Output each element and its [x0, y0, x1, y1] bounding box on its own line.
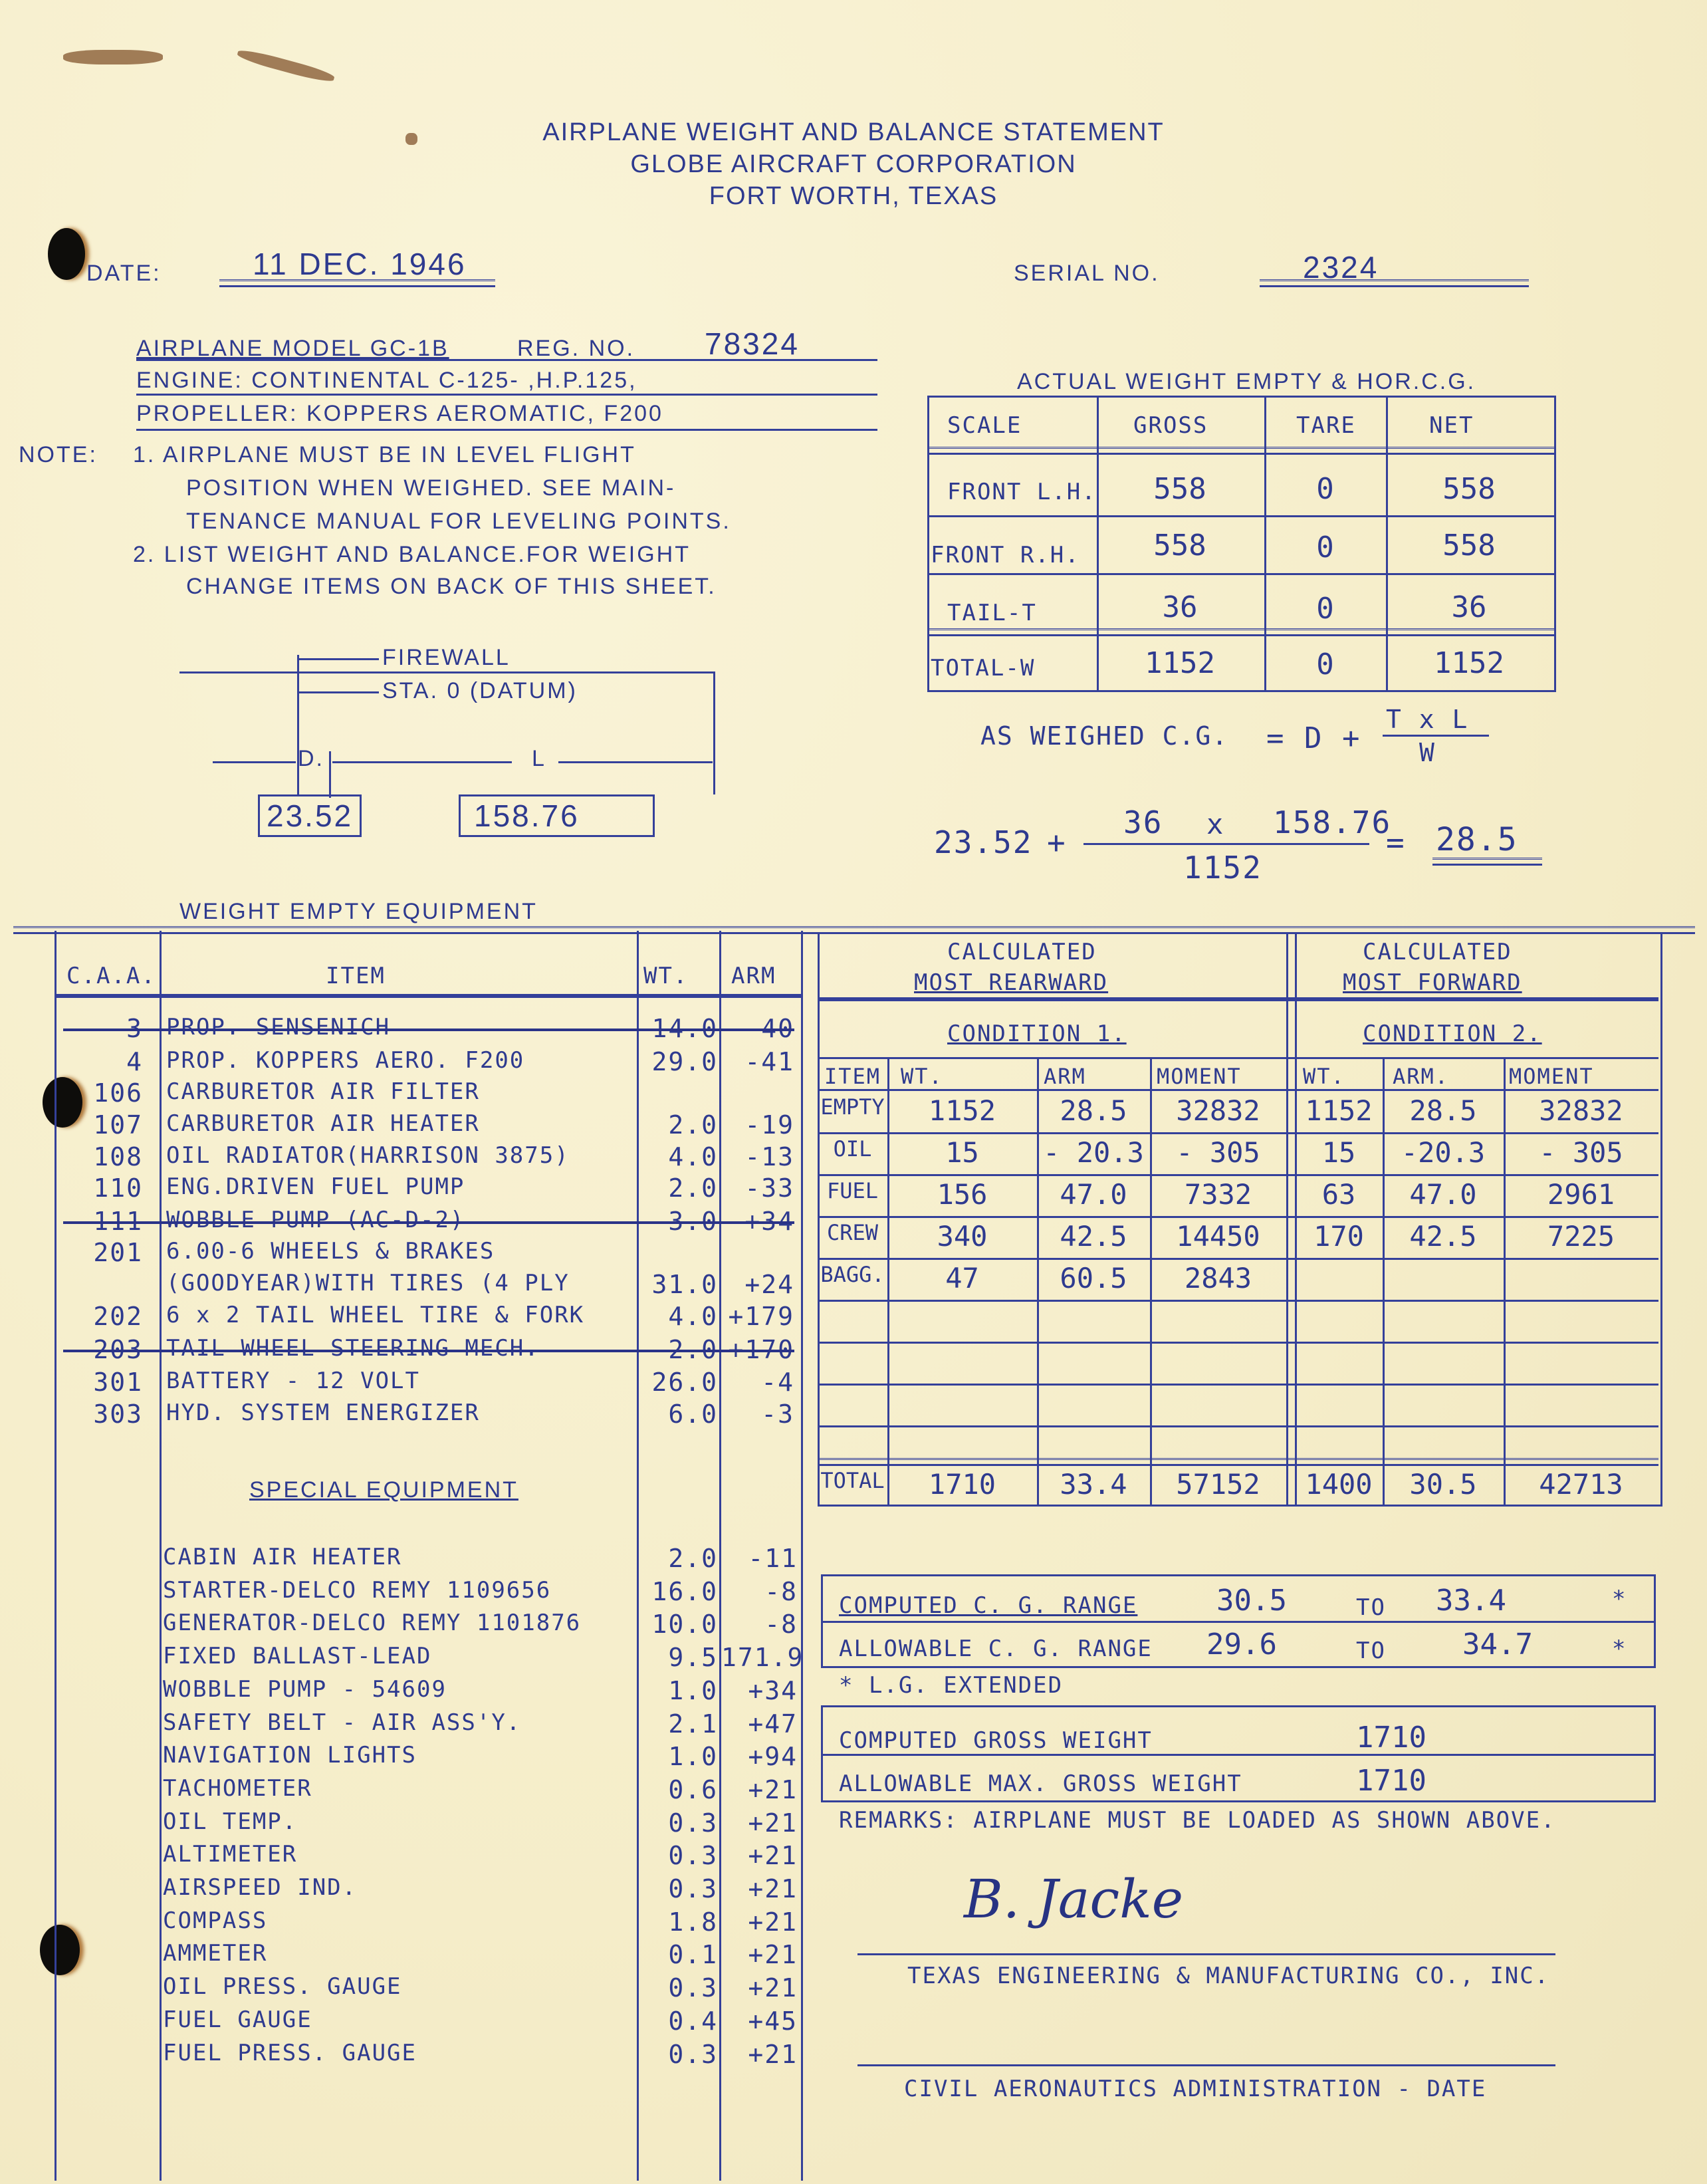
- serial-underline: [1260, 279, 1529, 287]
- special-arm: +21: [748, 1774, 798, 1804]
- load-cond-divider2: [1295, 933, 1297, 1505]
- load-col-header: MOMENT: [1157, 1064, 1242, 1089]
- load-cell-arm2: 47.0: [1409, 1178, 1477, 1211]
- special-item: OIL PRESS. GAUGE: [163, 1973, 402, 2001]
- cond2-title-a: CALCULATED: [1363, 939, 1512, 965]
- eq-col-header-caa: C.A.A.: [66, 963, 156, 989]
- equipment-wt: 6.0: [668, 1399, 718, 1429]
- eq-border-left: [55, 931, 57, 2181]
- allowable-cg-from: 29.6: [1206, 1628, 1277, 1661]
- load-cell-mom1: 2843: [1184, 1262, 1252, 1294]
- calc-x: x: [1206, 808, 1225, 840]
- special-item: FUEL PRESS. GAUGE: [163, 2039, 417, 2066]
- special-arm: -8: [764, 1576, 798, 1606]
- formula-denominator: W: [1419, 738, 1436, 767]
- strike-through-line: [63, 1350, 794, 1352]
- scale-col-net: NET: [1429, 412, 1474, 439]
- load-cell-arm1: 60.5: [1060, 1262, 1127, 1294]
- load-cell-arm1: - 20.3: [1043, 1136, 1144, 1169]
- rule: [136, 394, 877, 396]
- note-label: NOTE:: [19, 442, 98, 467]
- special-arm: +21: [748, 1940, 798, 1970]
- airplane-model: AIRPLANE MODEL GC-1B: [136, 336, 449, 361]
- equipment-wt: 31.0: [651, 1270, 718, 1299]
- scale-gross: 36: [1162, 590, 1198, 624]
- weight-empty-equipment-title: WEIGHT EMPTY EQUIPMENT: [179, 899, 538, 924]
- load-cond-divider: [1286, 933, 1288, 1505]
- special-item: AMMETER: [163, 1940, 268, 1967]
- eq-col-caa: [160, 931, 162, 2181]
- equipment-item: TAIL WHEEL STEERING MECH.: [166, 1335, 540, 1362]
- special-wt: 2.1: [668, 1709, 718, 1739]
- serial-label: SERIAL NO.: [1014, 261, 1160, 286]
- equipment-wt: 2.0: [668, 1110, 718, 1140]
- special-item: FUEL GAUGE: [163, 2006, 312, 2033]
- allowable-gross-value: 1710: [1356, 1764, 1426, 1798]
- formula-lhs: = D +: [1266, 721, 1361, 755]
- equipment-wt: 4.0: [668, 1302, 718, 1331]
- load-cell-wt2: 1152: [1305, 1094, 1373, 1127]
- load-cell-wt1: 1152: [928, 1094, 996, 1127]
- load-cell-mom2: 7225: [1547, 1220, 1615, 1253]
- asterisk: *: [1612, 1636, 1627, 1662]
- equipment-caa: 108: [93, 1142, 143, 1171]
- diagram-firewall-line: [297, 655, 299, 794]
- equipment-wt: 4.0: [668, 1142, 718, 1171]
- equipment-item: 6 x 2 TAIL WHEEL TIRE & FORK: [166, 1302, 585, 1328]
- load-row-rule: [818, 1384, 1658, 1386]
- equipment-wt: 26.0: [651, 1368, 718, 1397]
- firewall-label: FIREWALL: [382, 645, 511, 670]
- special-arm: +21: [748, 1973, 798, 2003]
- special-arm: +21: [748, 1808, 798, 1838]
- load-row-rule: [818, 1174, 1658, 1176]
- special-arm: -8: [764, 1610, 798, 1639]
- load-cell-mom1: 7332: [1184, 1178, 1252, 1211]
- tem-company: TEXAS ENGINEERING & MANUFACTURING CO., INC.: [907, 1963, 1550, 1989]
- special-wt: 9.5: [668, 1643, 718, 1673]
- load-cell-wt1: 15: [945, 1136, 979, 1169]
- equipment-caa: 303: [93, 1399, 143, 1429]
- equipment-wt: 3.0: [668, 1207, 718, 1236]
- date-value: 11 DEC. 1946: [253, 247, 467, 281]
- load-row-rule: [818, 1342, 1658, 1344]
- condition-1-label: CONDITION 1.: [947, 1021, 1127, 1047]
- equipment-arm: +34: [744, 1207, 794, 1236]
- diagram-d-mark: [329, 751, 331, 798]
- special-wt: 16.0: [651, 1576, 718, 1606]
- load-row-rule: [818, 1300, 1658, 1302]
- load-cell-mom1: 14450: [1176, 1220, 1260, 1253]
- equipment-item: WOBBLE PUMP (AC-D-2): [166, 1207, 465, 1233]
- equipment-caa: 106: [93, 1078, 143, 1108]
- special-arm: 171.9: [721, 1643, 804, 1673]
- equipment-arm: +24: [744, 1270, 794, 1299]
- calc-eq: =: [1386, 824, 1406, 860]
- load-cell-mom2: 2961: [1547, 1178, 1615, 1211]
- special-wt: 0.3: [668, 1874, 718, 1903]
- engine-line: ENGINE: CONTINENTAL C-125- ,H.P.125,: [136, 368, 637, 393]
- equipment-arm: -4: [761, 1368, 794, 1397]
- caa-date-label: CIVIL AERONAUTICS ADMINISTRATION - DATE: [904, 2076, 1487, 2102]
- eq-border-right: [801, 931, 803, 2181]
- special-arm: +34: [748, 1675, 798, 1705]
- special-wt: 1.8: [668, 1907, 718, 1937]
- special-item: GENERATOR-DELCO REMY 1101876: [163, 1610, 582, 1637]
- equipment-wt: 14.0: [651, 1014, 718, 1043]
- scale-net: 558: [1442, 472, 1496, 506]
- special-arm: +21: [748, 1907, 798, 1937]
- scale-gross: 558: [1153, 472, 1206, 506]
- total-rule: [927, 628, 1554, 636]
- load-title-rule: [818, 997, 1658, 1001]
- d-dimension-arrow: [213, 761, 296, 763]
- computed-gross-value: 1710: [1356, 1721, 1426, 1755]
- equipment-caa: 201: [93, 1238, 143, 1267]
- equipment-caa: 4: [126, 1047, 143, 1076]
- row-rule: [927, 515, 1554, 517]
- company-name: GLOBE AIRCRAFT CORPORATION: [630, 150, 1077, 178]
- special-arm: +47: [748, 1709, 798, 1739]
- special-equipment-title: SPECIAL EQUIPMENT: [249, 1477, 518, 1503]
- equipment-item: CARBURETOR AIR HEATER: [166, 1110, 480, 1137]
- allowable-cg-label: ALLOWABLE C. G. RANGE: [839, 1636, 1153, 1662]
- load-total-item: TOTAL: [820, 1468, 885, 1493]
- note-1b: POSITION WHEN WEIGHED. SEE MAIN-: [186, 475, 676, 501]
- note-1a: 1. AIRPLANE MUST BE IN LEVEL FLIGHT: [133, 442, 636, 467]
- eq-col-header-wt: WT.: [643, 963, 689, 989]
- load-total-rule: [818, 1458, 1658, 1466]
- load-cell-wt2: 63: [1321, 1178, 1356, 1211]
- reg-value: 78324: [705, 326, 800, 361]
- equipment-arm: -40: [744, 1014, 794, 1043]
- load-cell-mom1: 32832: [1176, 1094, 1260, 1127]
- special-item: WOBBLE PUMP - 54609: [163, 1675, 447, 1703]
- cond2-title-b: MOST FORWARD: [1343, 969, 1522, 996]
- l-label: L: [532, 746, 546, 771]
- equipment-item: (GOODYEAR)WITH TIRES (4 PLY: [166, 1270, 570, 1296]
- equipment-item: HYD. SYSTEM ENERGIZER: [166, 1399, 480, 1426]
- formula-fraction-bar: [1383, 735, 1489, 737]
- load-total-wt2: 1400: [1305, 1468, 1373, 1501]
- document-title: AIRPLANE WEIGHT AND BALANCE STATEMENT: [542, 118, 1165, 146]
- calc-t: 36: [1123, 804, 1163, 840]
- load-cell-arm2: 42.5: [1409, 1220, 1477, 1253]
- scale-net: 36: [1451, 590, 1487, 624]
- equipment-item: PROP. KOPPERS AERO. F200: [166, 1047, 525, 1074]
- special-wt: 0.3: [668, 1973, 718, 2003]
- scale-net: 1152: [1434, 646, 1504, 680]
- eq-header-rule: [55, 994, 802, 998]
- load-cell-mom1: - 305: [1176, 1136, 1260, 1169]
- cg-range-divider: [821, 1621, 1654, 1623]
- load-row-rule: [818, 1132, 1658, 1134]
- calc-den: 1152: [1183, 850, 1262, 886]
- strike-through-line: [63, 1029, 794, 1031]
- load-col-header: MOMENT: [1509, 1064, 1594, 1089]
- asterisk: *: [1612, 1586, 1627, 1612]
- equipment-caa: 107: [93, 1110, 143, 1140]
- equipment-arm: -19: [744, 1110, 794, 1140]
- special-wt: 2.0: [668, 1544, 718, 1573]
- strike-through-line: [63, 1221, 794, 1224]
- special-wt: 1.0: [668, 1675, 718, 1705]
- rule: [136, 359, 877, 361]
- equipment-caa: 3: [126, 1014, 143, 1043]
- equipment-caa: 301: [93, 1368, 143, 1397]
- load-col-header: ARM.: [1393, 1064, 1450, 1089]
- load-row-rule: [818, 1216, 1658, 1218]
- rust-stain: [236, 47, 336, 84]
- equipment-wt: 29.0: [651, 1047, 718, 1076]
- load-col-header: WT.: [1303, 1064, 1345, 1089]
- scale-tare: 0: [1316, 531, 1334, 564]
- special-wt: 0.3: [668, 2039, 718, 2069]
- scale-tare: 0: [1316, 592, 1334, 626]
- load-cell-wt2: 170: [1313, 1220, 1364, 1253]
- load-cell-arm1: 28.5: [1060, 1094, 1127, 1127]
- load-cell-arm1: 47.0: [1060, 1178, 1127, 1211]
- equipment-caa: 203: [93, 1335, 143, 1364]
- computed-gross-label: COMPUTED GROSS WEIGHT: [839, 1727, 1153, 1754]
- cg-to-label: TO: [1356, 1594, 1386, 1621]
- datum-label: STA. 0 (DATUM): [382, 678, 578, 703]
- datum-arrow: [299, 691, 379, 693]
- equipment-caa: 202: [93, 1302, 143, 1331]
- scale-row-label: FRONT L.H.: [947, 479, 1097, 505]
- equipment-arm: +170: [728, 1335, 794, 1364]
- load-cell-item: FUEL: [826, 1178, 879, 1203]
- as-weighed-cg-label: AS WEIGHED C.G.: [980, 721, 1229, 751]
- cond1-title-a: CALCULATED: [947, 939, 1097, 965]
- remarks: REMARKS: AIRPLANE MUST BE LOADED AS SHOWN ABOVE.: [839, 1807, 1556, 1834]
- equipment-item: 6.00-6 WHEELS & BRAKES: [166, 1238, 495, 1265]
- equipment-arm: -33: [744, 1173, 794, 1203]
- punch-hole: [48, 228, 85, 280]
- computed-cg-from: 30.5: [1216, 1584, 1287, 1618]
- equipment-caa: 110: [93, 1173, 143, 1203]
- diagram-l-mark: [713, 671, 715, 794]
- load-cell-mom2: - 305: [1539, 1136, 1623, 1169]
- date-label: DATE:: [86, 261, 162, 286]
- equipment-arm: -3: [761, 1399, 794, 1429]
- special-item: COMPASS: [163, 1907, 268, 1934]
- load-cell-item: BAGG.: [820, 1262, 885, 1287]
- load-cell-arm2: -20.3: [1401, 1136, 1486, 1169]
- load-cell-wt1: 156: [937, 1178, 988, 1211]
- special-arm: +21: [748, 2039, 798, 2069]
- rust-stain: [63, 50, 163, 64]
- special-arm: -11: [748, 1544, 798, 1573]
- special-item: NAVIGATION LIGHTS: [163, 1742, 417, 1769]
- cg-result-underline: [1432, 858, 1542, 866]
- load-col-header: WT.: [901, 1064, 943, 1089]
- diagram-fuselage-line: [179, 671, 715, 673]
- equipment-item: PROP. SENSENICH: [166, 1014, 391, 1040]
- special-item: ALTIMETER: [163, 1841, 298, 1868]
- load-cell-arm2: 28.5: [1409, 1094, 1477, 1127]
- header-rule: [927, 447, 1554, 455]
- special-wt: 0.6: [668, 1774, 718, 1804]
- special-wt: 0.1: [668, 1940, 718, 1970]
- l-dimension-arrow-left: [332, 761, 512, 763]
- computed-cg-label: COMPUTED C. G. RANGE: [839, 1592, 1138, 1619]
- equipment-wt: 2.0: [668, 1335, 718, 1364]
- calc-l: 158.76: [1273, 804, 1392, 840]
- signature: B. Jacke: [964, 1868, 1184, 1930]
- note-2a: 2. LIST WEIGHT AND BALANCE.FOR WEIGHT: [133, 542, 691, 567]
- load-cell-wt2: 15: [1321, 1136, 1356, 1169]
- d-value-box: 23.52: [258, 794, 362, 837]
- special-wt: 1.0: [668, 1742, 718, 1772]
- allowable-cg-to: 34.7: [1462, 1628, 1533, 1661]
- l-dimension-arrow-right: [558, 761, 713, 763]
- reg-label: REG. NO.: [517, 336, 635, 361]
- special-item: CABIN AIR HEATER: [163, 1544, 402, 1570]
- row-rule: [927, 573, 1554, 575]
- load-row-rule: [818, 1425, 1658, 1427]
- load-total-wt1: 1710: [928, 1468, 996, 1501]
- scale-row-label: TAIL-T: [947, 600, 1037, 626]
- load-cond-rule: [818, 1057, 1658, 1059]
- load-cell-mom2: 32832: [1539, 1094, 1623, 1127]
- calc-d: 23.52: [934, 824, 1033, 860]
- scale-row-label: FRONT R.H.: [931, 542, 1080, 568]
- special-wt: 0.3: [668, 1808, 718, 1838]
- cg-to-label: TO: [1356, 1638, 1386, 1664]
- signature-line: [857, 1953, 1555, 1955]
- scale-gross: 558: [1153, 529, 1206, 562]
- calc-plus: +: [1047, 824, 1067, 860]
- firewall-arrow: [299, 658, 379, 660]
- scale-net: 558: [1442, 529, 1496, 562]
- special-item: STARTER-DELCO REMY 1109656: [163, 1576, 552, 1604]
- cond1-title-b: MOST REARWARD: [914, 969, 1109, 996]
- computed-cg-to: 33.4: [1436, 1584, 1506, 1618]
- scale-tare: 0: [1316, 472, 1334, 506]
- propeller-line: PROPELLER: KOPPERS AEROMATIC, F200: [136, 401, 663, 426]
- scale-table-title: ACTUAL WEIGHT EMPTY & HOR.C.G.: [1017, 369, 1476, 394]
- special-arm: +21: [748, 1841, 798, 1871]
- l-value-box: 158.76: [459, 794, 655, 837]
- special-wt: 0.4: [668, 2006, 718, 2036]
- special-item: AIRSPEED IND.: [163, 1874, 358, 1901]
- load-cell-item: OIL: [833, 1136, 872, 1161]
- gross-weight-divider: [821, 1754, 1654, 1756]
- special-item: OIL TEMP.: [163, 1808, 298, 1835]
- load-cell-wt1: 47: [945, 1262, 979, 1294]
- equipment-item: BATTERY - 12 VOLT: [166, 1368, 420, 1394]
- equipment-arm: -41: [744, 1047, 794, 1076]
- lg-extended-footnote: * L.G. EXTENDED: [839, 1672, 1064, 1699]
- load-cell-item: CREW: [826, 1220, 879, 1245]
- note-2b: CHANGE ITEMS ON BACK OF THIS SHEET.: [186, 574, 717, 599]
- condition-2-label: CONDITION 2.: [1363, 1021, 1542, 1047]
- equipment-item: OIL RADIATOR(HARRISON 3875): [166, 1142, 570, 1169]
- load-total-arm1: 33.4: [1060, 1468, 1127, 1501]
- d-label: D.: [298, 746, 324, 771]
- load-col-header: ARM: [1044, 1064, 1086, 1089]
- rule: [136, 429, 877, 431]
- load-row-rule: [818, 1258, 1658, 1260]
- date-underline: [219, 279, 495, 287]
- load-cell-arm1: 42.5: [1060, 1220, 1127, 1253]
- eq-col-header-item: ITEM: [326, 963, 386, 989]
- special-wt: 10.0: [651, 1610, 718, 1639]
- cg-result: 28.5: [1436, 821, 1518, 858]
- load-cell-item: EMPTY: [820, 1094, 885, 1120]
- eq-col-header-arm: ARM: [731, 963, 776, 989]
- special-item: TACHOMETER: [163, 1774, 312, 1802]
- note-1c: TENANCE MANUAL FOR LEVELING POINTS.: [186, 509, 731, 534]
- scale-col-scale: SCALE: [947, 412, 1022, 439]
- load-col-rule: [818, 1089, 1658, 1091]
- equipment-item: ENG.DRIVEN FUEL PUMP: [166, 1173, 465, 1200]
- special-wt: 0.3: [668, 1841, 718, 1871]
- calc-fraction-bar: [1083, 843, 1369, 845]
- special-arm: +94: [748, 1742, 798, 1772]
- special-item: SAFETY BELT - AIR ASS'Y.: [163, 1709, 522, 1736]
- allowable-gross-label: ALLOWABLE MAX. GROSS WEIGHT: [839, 1770, 1242, 1797]
- equipment-item: CARBURETOR AIR FILTER: [166, 1078, 480, 1105]
- scale-gross: 1152: [1145, 646, 1215, 680]
- equipment-arm: +179: [728, 1302, 794, 1331]
- load-total-arm2: 30.5: [1409, 1468, 1477, 1501]
- formula-numerator: T x L: [1386, 705, 1469, 734]
- load-cell-wt1: 340: [937, 1220, 988, 1253]
- caa-signature-line: [857, 2064, 1555, 2066]
- scale-col-gross: GROSS: [1133, 412, 1208, 439]
- company-location: FORT WORTH, TEXAS: [709, 182, 998, 210]
- load-total-mom1: 57152: [1176, 1468, 1260, 1501]
- special-arm: +21: [748, 1874, 798, 1903]
- special-arm: +45: [748, 2006, 798, 2036]
- serial-value: 2324: [1303, 250, 1379, 285]
- scale-tare: 0: [1316, 648, 1334, 681]
- equipment-caa: 111: [93, 1207, 143, 1236]
- equipment-arm: -13: [744, 1142, 794, 1171]
- load-col-header: ITEM: [824, 1064, 881, 1089]
- scale-col-tare: TARE: [1296, 412, 1356, 439]
- special-item: FIXED BALLAST-LEAD: [163, 1643, 432, 1670]
- scale-row-label: TOTAL-W: [931, 655, 1036, 681]
- load-total-mom2: 42713: [1539, 1468, 1623, 1501]
- equipment-wt: 2.0: [668, 1173, 718, 1203]
- punch-hole: [40, 1925, 80, 1975]
